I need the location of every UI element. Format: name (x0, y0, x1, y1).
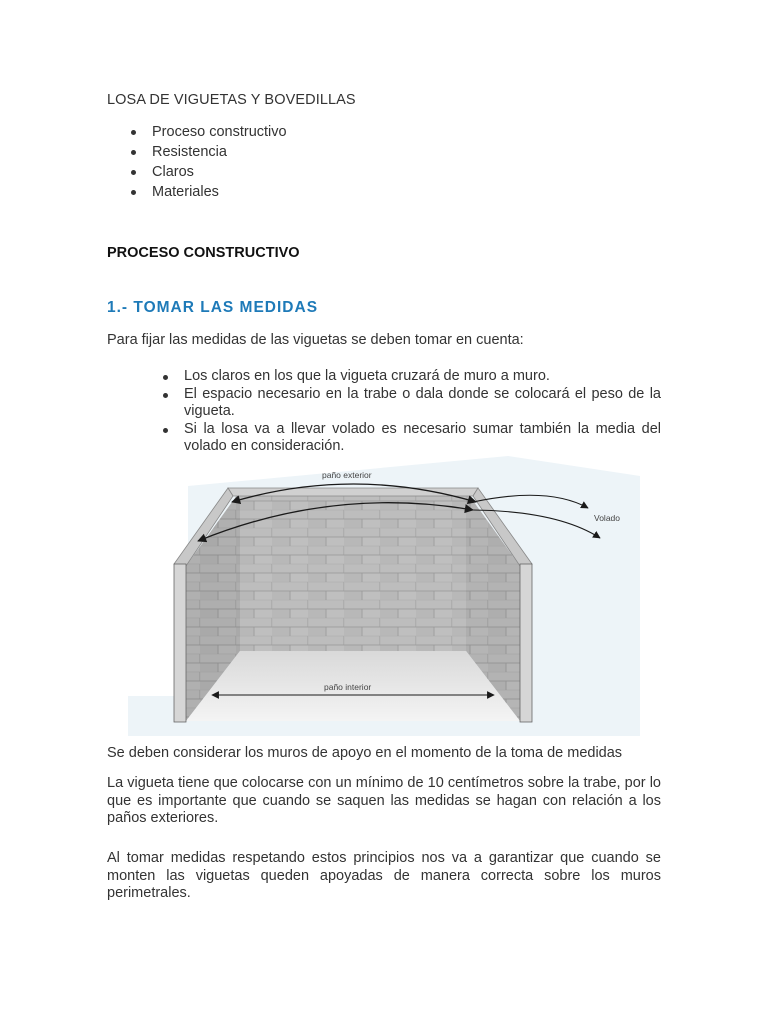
section-heading: PROCESO CONSTRUCTIVO (107, 245, 300, 261)
requirements-list (160, 368, 661, 456)
topic-item: Materiales (107, 182, 287, 202)
after-figure-paragraph: Se deben considerar los muros de apoyo en el momento de la toma de medidas (107, 745, 623, 761)
intro-paragraph: Para fijar las medidas de las viguetas se deben tomar en cuenta: (107, 332, 524, 348)
label-pano-exterior: paño exterior (322, 470, 372, 480)
label-pano-interior: paño interior (324, 682, 372, 692)
requirement-item: Si la losa va a llevar volado es necesario sumar también la media del volado en consideración. (160, 421, 661, 456)
paragraph-3: Al tomar medidas respetando estos principios nos va a garantizar que cuando se monten las viguetas queden apoyadas de manera correcta sobre los muros perimetrales. (107, 850, 661, 901)
walls-diagram (128, 456, 640, 736)
right-wall-end (520, 564, 532, 722)
topic-item: Claros (107, 162, 287, 182)
walls-diagram-svg (128, 456, 640, 736)
topic-list (107, 122, 287, 202)
paragraph-2: La vigueta tiene que colocarse con un mínimo de 10 centímetros sobre la trabe, por lo que es importante que cuando se saquen las medidas se hagan con relación a los paños exteriores. (107, 775, 661, 826)
topic-item: Resistencia (107, 142, 287, 162)
top-ledge (228, 488, 478, 496)
back-wall (240, 491, 466, 651)
requirement-item: Los claros en los que la vigueta cruzará de muro a muro. (160, 368, 661, 386)
requirement-item: El espacio necesario en la trabe o dala donde se colocará el peso de la vigueta. (160, 386, 661, 421)
left-wall-end (174, 564, 186, 722)
topic-item: Proceso constructivo (107, 122, 287, 142)
label-volado: Volado (594, 513, 620, 523)
document-title: LOSA DE VIGUETAS Y BOVEDILLAS (107, 92, 356, 108)
step-heading: 1.- TOMAR LAS MEDIDAS (107, 299, 319, 316)
